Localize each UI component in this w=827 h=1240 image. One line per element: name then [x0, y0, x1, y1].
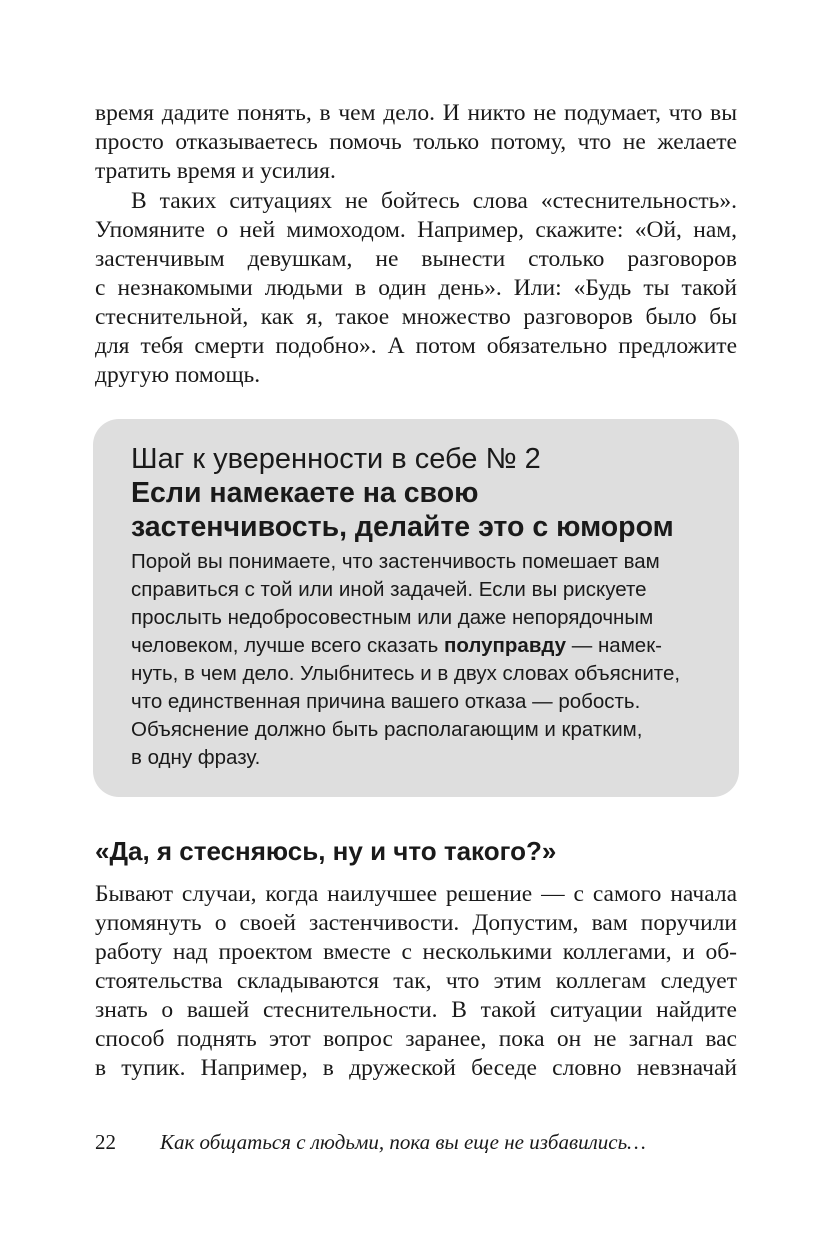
callout-body-text: — намек- — [566, 634, 662, 657]
paragraph-line: другую помощь. — [95, 362, 261, 388]
callout-body-line: Объяснение должно быть располагающим и кратким, — [131, 718, 643, 741]
callout-body-line: Порой вы понимаете, что застенчивость помешает вам — [131, 550, 660, 573]
callout-body-line: справиться с той или иной задачей. Если вы рискуете — [131, 578, 647, 601]
callout-heading-line: застенчивость, делайте это с юмором — [131, 511, 674, 543]
page-number: 22 — [95, 1130, 116, 1154]
paragraph-line: стеснительной, как я, такое множество разговоров было бы — [95, 304, 737, 330]
paragraph-line: работу над проектом вместе с несколькими коллегами, и об- — [95, 939, 737, 965]
paragraph-line: время дадите понять, в чем дело. И никто не подумает, что вы — [95, 100, 737, 126]
paragraph-line: с незнакомыми людьми в один день». Или: «Будь ты такой — [95, 275, 737, 301]
paragraph-line: способ поднять этот вопрос заранее, пока он не загнал вас — [95, 1026, 737, 1052]
callout-body-line: прослыть недобросовестным или даже непорядочным — [131, 606, 654, 629]
paragraph-line: стоятельства складываются так, что этим коллегам следует — [95, 968, 737, 994]
paragraph-line: застенчивым девушкам, не вынести столько разговоров — [95, 246, 737, 272]
callout-body-line: в одну фразу. — [131, 746, 261, 769]
callout-body-text: человеком, лучше всего сказать — [131, 634, 444, 657]
paragraph-line: упомянуть о своей застенчивости. Допустим, вам поручили — [95, 910, 737, 936]
running-title: Как общаться с людьми, пока вы еще не избавились… — [160, 1130, 646, 1154]
paragraph-line: Бывают случаи, когда наилучшее решение — с самого начала — [95, 881, 737, 907]
callout-title: Шаг к уверенности в себе № 2 — [131, 443, 541, 475]
section-heading: «Да, я стесняюсь, ну и что такого?» — [95, 836, 557, 866]
paragraph-line: Упомяните о ней мимоходом. Например, скажите: «Ой, нам, — [95, 217, 737, 243]
callout-body-line: что единственная причина вашего отказа — робость. — [131, 690, 641, 713]
callout-body-line — [131, 632, 662, 660]
callout-emphasis: полуправду — [443, 634, 567, 657]
paragraph-line: знать о вашей стеснительности. В такой ситуации найдите — [95, 997, 737, 1023]
callout-body-line: нуть, в чем дело. Улыбнитесь и в двух словах объясните, — [131, 662, 681, 685]
paragraph-line: тратить время и усилия. — [95, 158, 336, 184]
paragraph-line: просто отказываетесь помочь только потому, что не желаете — [95, 129, 737, 155]
callout-heading-line: Если намекаете на свою — [131, 477, 479, 509]
paragraph-line: В таких ситуациях не бойтесь слова «стеснительность». — [131, 188, 737, 214]
paragraph-line: в тупик. Например, в дружеской беседе словно невзначай — [95, 1055, 737, 1081]
paragraph-line: для тебя смерти подобно». А потом обязательно предложите — [95, 333, 737, 359]
